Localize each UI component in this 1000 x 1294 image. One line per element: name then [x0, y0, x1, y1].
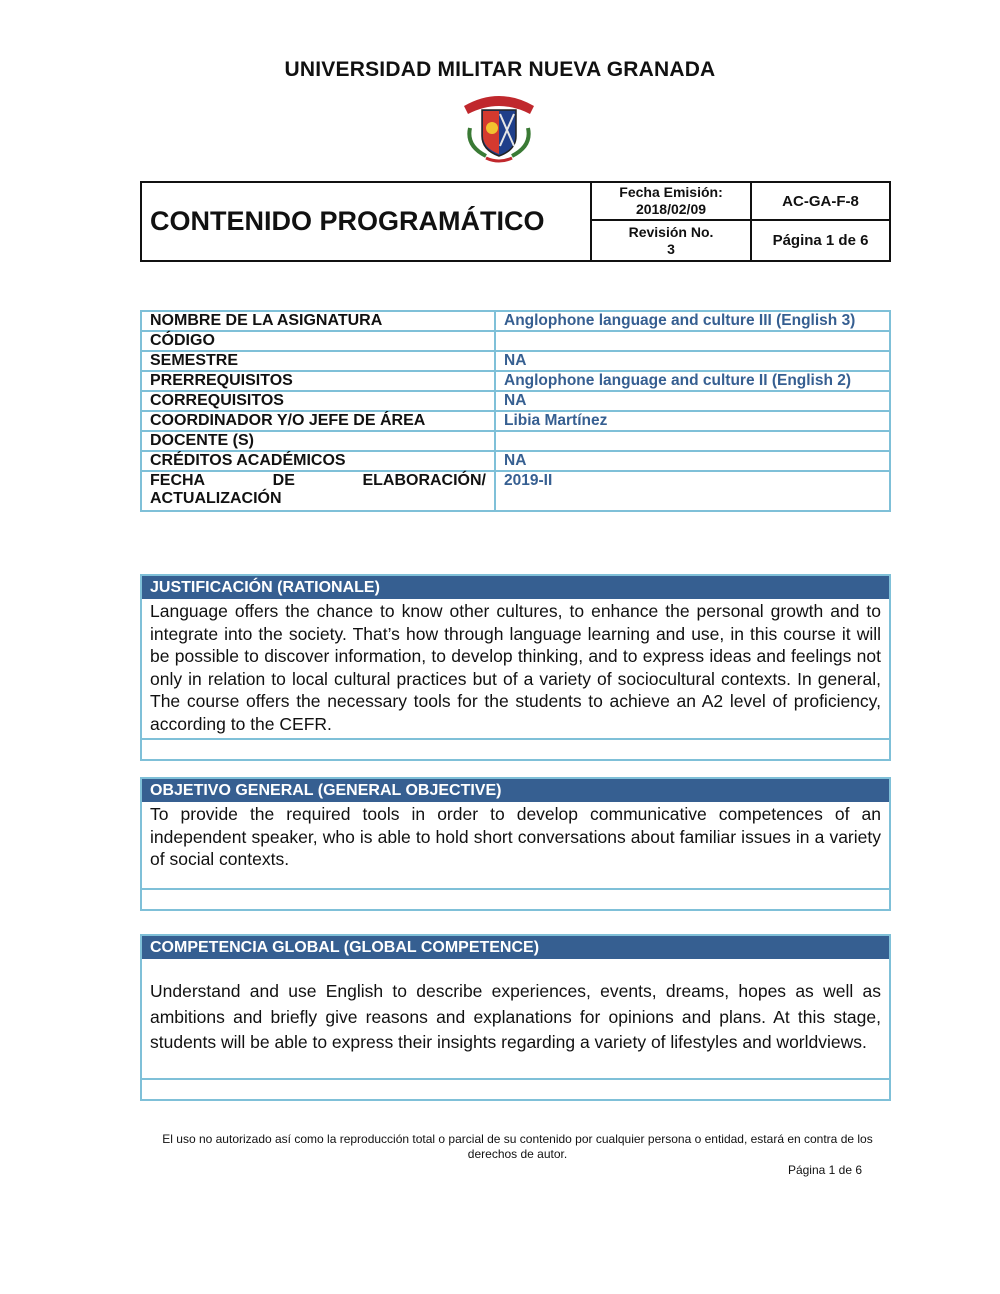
section-heading: OBJETIVO GENERAL (GENERAL OBJECTIVE)	[142, 779, 889, 802]
table-row	[141, 471, 890, 511]
issue-date-cell: Fecha Emisión: 2018/02/09	[590, 183, 750, 221]
table-row: DOCENTE (S)	[141, 431, 890, 451]
fecha-elaboracion-value: 2019-II	[495, 471, 890, 511]
objective-text: To provide the required tools in order to develop communicative competences of an independent speaker, who is able to hold short conversations about familiar issues in a variety of social contexts.	[150, 804, 881, 869]
revision-cell: Revisión No. 3	[590, 221, 750, 260]
university-title: UNIVERSIDAD MILITAR NUEVA GRANADA	[284, 58, 716, 81]
form-code: AC-GA-F-8	[750, 183, 889, 221]
table-row: PRERREQUISITOS Anglophone language and culture II (English 2)	[141, 371, 890, 391]
justification-text: Language offers the chance to know other cultures, to enhance the personal growth and to integrate into the society. That’s how through language learning and use, in this course it will be possible to discover information, to develop thinking, and to express ideas and feelings not only in relation to local cultural practices but of a variety of sociocultural contexts. In general, The course offers the necessary tools for the students to achieve an A2 level of proficiency, according to the CEFR.	[150, 601, 881, 734]
fecha-elaboracion-label: FECHA DE ELABORACIÓN/ ACTUALIZACIÓN	[141, 471, 495, 511]
course-info-table	[140, 310, 891, 512]
footer-page-number: Página 1 de 6	[787, 1163, 862, 1177]
document-title: CONTENIDO PROGRAMÁTICO	[150, 206, 545, 236]
table-row: CRÉDITOS ACADÉMICOS NA	[141, 451, 890, 471]
justification-section	[140, 574, 891, 761]
table-row: CÓDIGO	[141, 331, 890, 351]
objective-section	[140, 777, 891, 911]
header-page-number: Página 1 de 6	[750, 221, 889, 260]
section-heading: JUSTIFICACIÓN (RATIONALE)	[142, 576, 889, 599]
university-crest-icon	[456, 84, 542, 164]
table-row: CORREQUISITOS NA	[141, 391, 890, 411]
table-row: NOMBRE DE LA ASIGNATURA Anglophone language and culture III (English 3)	[141, 311, 890, 331]
competence-section	[140, 934, 891, 1101]
section-heading: COMPETENCIA GLOBAL (GLOBAL COMPETENCE)	[142, 936, 889, 959]
copyright-notice: El uso no autorizado así como la reproducción total o parcial de su contenido por cualquier persona o entidad, estará en contra de los derechos de autor.	[162, 1132, 873, 1161]
competence-text: Understand and use English to describe experiences, events, dreams, hopes as well as ambitions and briefly give reasons and explanations for opinions and plans. At this stage, students will be able to express their insights regarding a variety of lifestyles and worldviews.	[150, 981, 881, 1052]
document-header	[140, 181, 891, 262]
table-row: SEMESTRE NA	[141, 351, 890, 371]
table-row: COORDINADOR Y/O JEFE DE ÁREA Libia Martínez	[141, 411, 890, 431]
